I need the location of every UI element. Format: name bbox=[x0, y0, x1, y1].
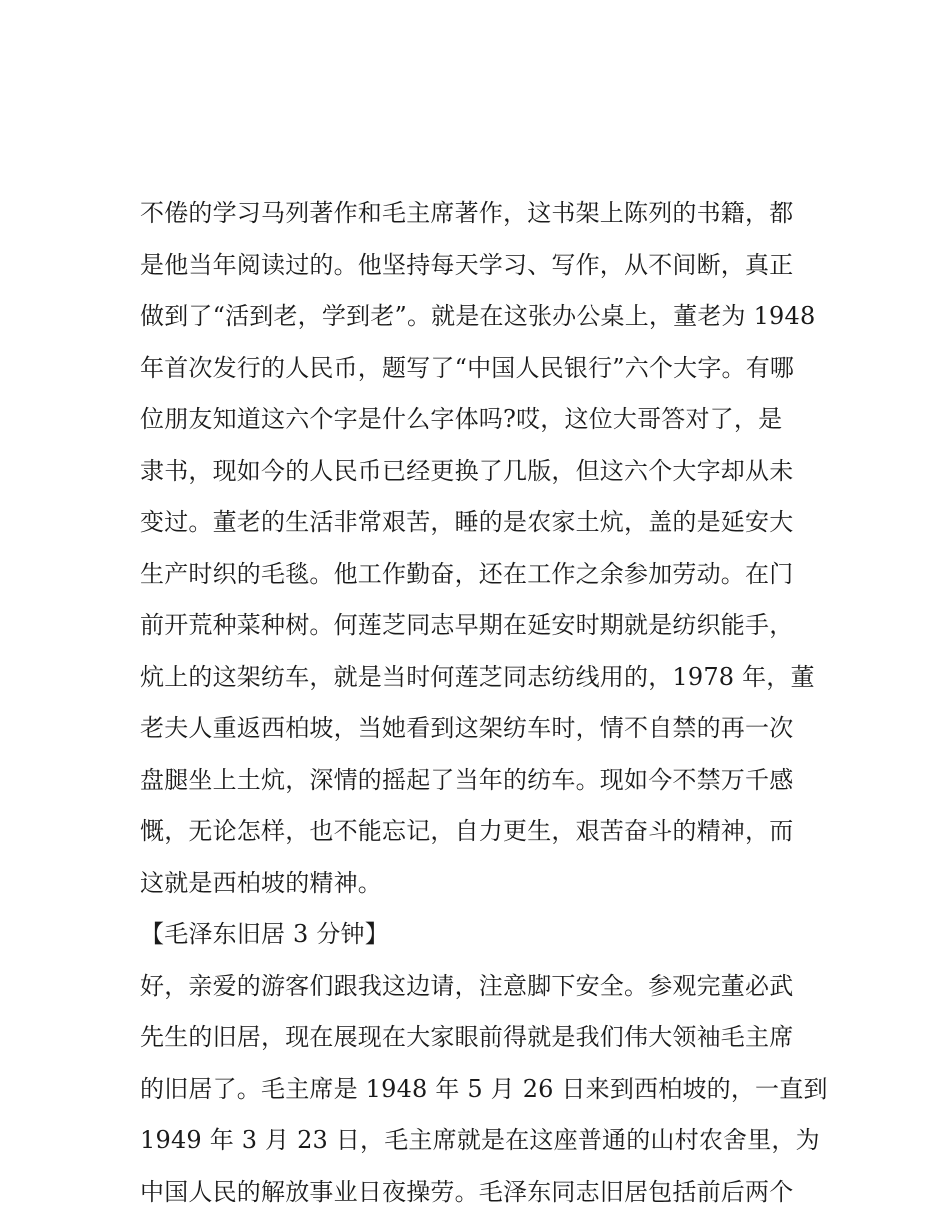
text-line: 先生的旧居，现在展现在大家眼前得就是我们伟大领袖毛主席 bbox=[140, 1023, 794, 1051]
text-line: 变过。董老的生活非常艰苦，睡的是农家土炕，盖的是延安大 bbox=[140, 508, 794, 536]
text-line: 老夫人重返西柏坡，当她看到这架纺车时，情不自禁的再一次 bbox=[140, 714, 794, 742]
section-heading: 【毛泽东旧居 3 分钟】 bbox=[140, 920, 389, 948]
text-line: 这就是西柏坡的精神。 bbox=[140, 868, 382, 897]
text-line: 炕上的这架纺车，就是当时何莲芝同志纺线用的，1978 年，董 bbox=[140, 662, 815, 691]
text-line: 中国人民的解放事业日夜操劳。毛泽东同志旧居包括前后两个 bbox=[140, 1177, 794, 1206]
text-line: 是他当年阅读过的。他坚持每天学习、写作，从不间断，真正 bbox=[140, 250, 794, 279]
text-line: 盘腿坐上土炕，深情的摇起了当年的纺车。现如今不禁万千感 bbox=[140, 765, 794, 794]
text-line: 前开荒种菜种树。何莲芝同志早期在延安时期就是纺织能手， bbox=[140, 611, 794, 639]
text-line: 不倦的学习马列著作和毛主席著作，这书架上陈列的书籍，都 bbox=[140, 199, 794, 227]
text-line: 位朋友知道这六个字是什么字体吗?哎，这位大哥答对了，是 bbox=[140, 405, 783, 433]
text-line: 好，亲爱的游客们跟我这边请，注意脚下安全。参观完董必武 bbox=[140, 971, 794, 1000]
text-line: 年首次发行的人民币，题写了“中国人民银行”六个大字。有哪 bbox=[140, 353, 795, 382]
document-body bbox=[140, 188, 828, 1218]
text-line: 1949 年 3 月 23 日，毛主席就是在这座普通的山村农舍里，为 bbox=[140, 1126, 820, 1154]
text-line: 生产时织的毛毯。他工作勤奋，还在工作之余参加劳动。在门 bbox=[140, 559, 794, 588]
text-line: 的旧居了。毛主席是 1948 年 5 月 26 日来到西柏坡的，一直到 bbox=[140, 1074, 828, 1103]
text-line: 慨，无论怎样，也不能忘记，自力更生，艰苦奋斗的精神，而 bbox=[140, 817, 794, 845]
text-line: 做到了“活到老，学到老”。就是在这张办公桌上，董老为 1948 bbox=[140, 302, 816, 330]
text-line: 隶书，现如今的人民币已经更换了几版，但这六个大字却从未 bbox=[140, 456, 794, 485]
